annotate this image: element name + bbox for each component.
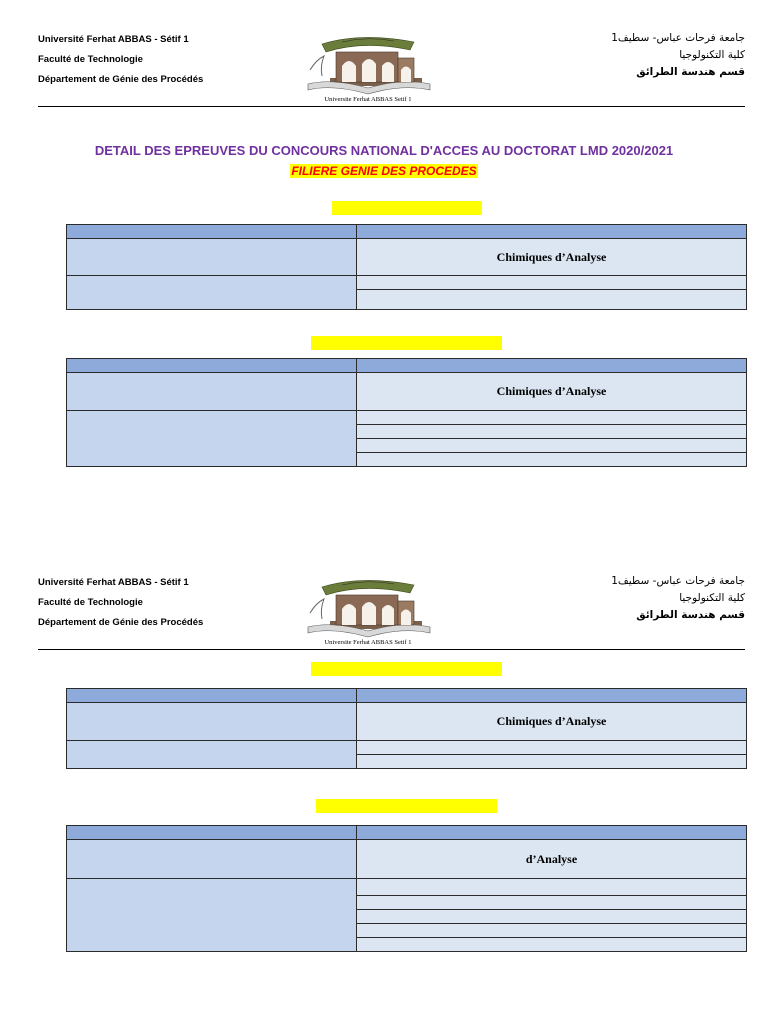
- section-highlight: [332, 201, 482, 215]
- header-left: [38, 573, 203, 633]
- logo-caption: Universite Ferhat ABBAS Setif 1: [324, 639, 412, 646]
- section-highlight: [311, 336, 502, 350]
- table-row: [67, 703, 747, 741]
- table-cell: Chimiques d’Analyse: [357, 373, 747, 411]
- ar-university-name: جامعة فرحات عباس- سطيف1: [611, 32, 745, 44]
- subtitle-text: FILIERE GENIE DES PROCEDES: [291, 164, 477, 178]
- page-header: [38, 30, 745, 103]
- table-header-row: [67, 359, 747, 373]
- table-header-row: [67, 225, 747, 239]
- header-divider: [38, 649, 745, 650]
- exam-table: [66, 825, 747, 952]
- exam-table: [66, 688, 747, 769]
- university-logo: [302, 30, 436, 104]
- logo-caption: Universite Ferhat ABBAS Setif 1: [324, 96, 412, 103]
- header-right: [611, 30, 745, 81]
- table-header-row: [67, 689, 747, 703]
- page-title: DETAIL DES EPREUVES DU CONCOURS NATIONAL D'ACCES AU DOCTORAT LMD 2020/2021: [94, 143, 674, 158]
- section-highlight: [316, 799, 497, 813]
- header-left: [38, 30, 203, 90]
- ar-department-name: قسم هندسة الطرائق: [636, 609, 745, 621]
- table-row: [67, 840, 747, 879]
- table-header-row: [67, 826, 747, 840]
- table-row: [67, 239, 747, 276]
- table-cell: Chimiques d’Analyse: [357, 239, 747, 276]
- page-header: [38, 573, 745, 646]
- department-name: Département de Génie des Procédés: [38, 74, 204, 85]
- page-subtitle: [0, 162, 768, 180]
- table-cell: d’Analyse: [357, 840, 747, 879]
- department-name: Département de Génie des Procédés: [38, 617, 204, 628]
- table-cell: Chimiques d’Analyse: [357, 703, 747, 741]
- faculty-name: Faculté de Technologie: [38, 597, 143, 608]
- university-name: Université Ferhat ABBAS - Sétif 1: [38, 577, 189, 588]
- university-logo: [302, 573, 436, 647]
- ar-faculty-name: كلية التكنولوجيا: [679, 592, 745, 604]
- exam-table: [66, 224, 747, 310]
- header-divider: [38, 106, 745, 107]
- ar-department-name: قسم هندسة الطرائق: [636, 66, 745, 78]
- university-name: Université Ferhat ABBAS - Sétif 1: [38, 34, 189, 45]
- ar-faculty-name: كلية التكنولوجيا: [679, 49, 745, 61]
- table-row: [67, 276, 747, 290]
- table-row: [67, 411, 747, 425]
- ar-university-name: جامعة فرحات عباس- سطيف1: [611, 575, 745, 587]
- section-highlight: [311, 662, 502, 676]
- table-row: [67, 879, 747, 896]
- exam-table: [66, 358, 747, 467]
- faculty-name: Faculté de Technologie: [38, 54, 143, 65]
- table-row: [67, 373, 747, 411]
- header-right: [611, 573, 745, 624]
- table-row: [67, 741, 747, 755]
